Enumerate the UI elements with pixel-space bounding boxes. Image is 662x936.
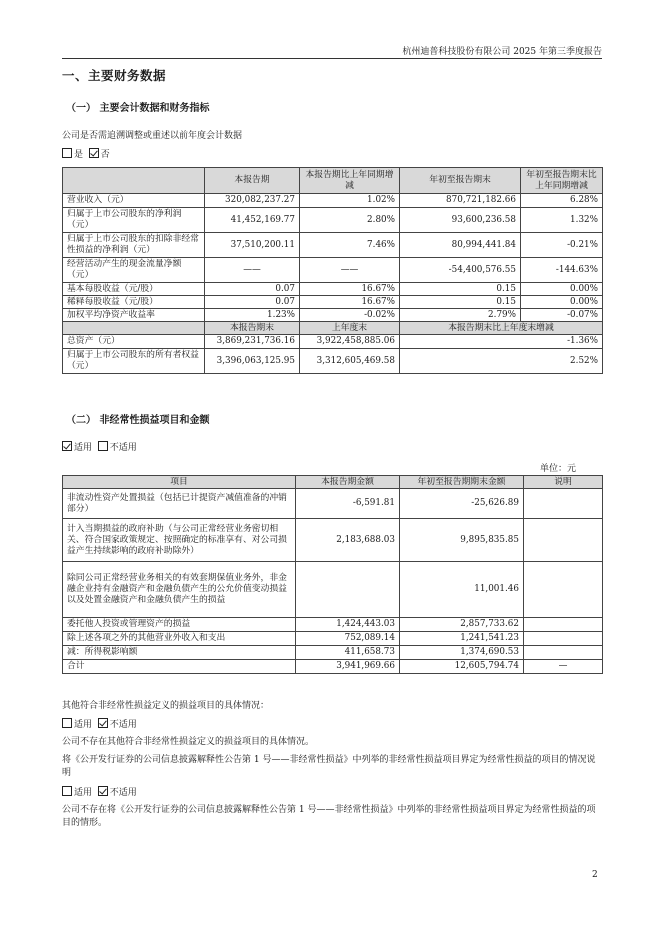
cell-value: 2,857,733.62 xyxy=(400,618,524,632)
table-row xyxy=(63,233,603,258)
row-item: 除上述各项之外的其他营业外收入和支出 xyxy=(63,632,296,646)
row-label: 稀释每股收益（元/股） xyxy=(63,296,205,309)
cell-value: -0.02% xyxy=(300,309,400,322)
cell-value: —— xyxy=(300,258,400,283)
subsection-title-nonrecurring: （二） 非经常性损益项目和金额 xyxy=(66,415,210,426)
cell-value: 1.02% xyxy=(300,194,400,208)
cell-value: 3,396,063,125.95 xyxy=(205,349,300,374)
row-label: 归属于上市公司股东的所有者权益（元） xyxy=(63,349,205,374)
cell-value: 0.07 xyxy=(205,296,300,309)
option-no-label: 否 xyxy=(100,150,110,160)
table-row xyxy=(63,296,603,309)
header-cell: 本报告期末比上年度末增减 xyxy=(400,322,603,335)
checkbox-not-applicable-checked[interactable] xyxy=(98,786,108,796)
cell-value: 6.28% xyxy=(521,194,603,208)
cell-value: 1.23% xyxy=(205,309,300,322)
cell-value: 16.67% xyxy=(300,296,400,309)
cell-value: 80,994,441.84 xyxy=(400,233,521,258)
row-label: 总资产（元） xyxy=(63,335,205,349)
cell-value: 9,895,835.85 xyxy=(400,519,524,562)
cell-value: 320,082,237.27 xyxy=(205,194,300,208)
header-cell xyxy=(63,168,205,194)
option-applicable-label: 适用 xyxy=(74,443,93,453)
header-cell: 上年度末 xyxy=(300,322,400,335)
header-cell: 本报告期金额 xyxy=(296,476,400,489)
header-cell: 年初至报告期末比上年同期增减 xyxy=(521,168,603,194)
row-item: 合计 xyxy=(63,660,296,674)
cell-value: 870,721,182.66 xyxy=(400,194,521,208)
cell-value: 3,869,231,736.16 xyxy=(205,335,300,349)
listed-items-title: 将《公开发行证券的公司信息披露解释性公告第 1 号——非经常性损益》中列举的非经常性损益项目界定为经常性损益的项目的情况说明 xyxy=(62,755,596,778)
table-row xyxy=(63,519,603,562)
checkbox-yes[interactable] xyxy=(62,148,72,158)
table-header-row xyxy=(63,168,603,194)
cell-note xyxy=(524,519,603,562)
table-row xyxy=(63,194,603,208)
cell-value: 0.07 xyxy=(205,283,300,296)
cell-value: 1,241,541.23 xyxy=(400,632,524,646)
cell-value: 2.80% xyxy=(300,208,400,233)
option-yes-label: 是 xyxy=(74,150,84,160)
subsection-title-accounting-data: （一） 主要会计数据和财务指标 xyxy=(66,103,210,114)
row-item: 委托他人投资或管理资产的损益 xyxy=(63,618,296,632)
nonrecurring-items-table xyxy=(62,475,603,674)
retro-adjust-options xyxy=(62,148,110,162)
page-number: 2 xyxy=(592,870,598,880)
row-label: 归属于上市公司股东的净利润（元） xyxy=(63,208,205,233)
header-cell: 本报告期比上年同期增减 xyxy=(300,168,400,194)
cell-value: 93,600,236.58 xyxy=(400,208,521,233)
listed-items-text: 公司不存在将《公开发行证券的公司信息披露解释性公告第 1 号——非经常性损益》中列举的非经常性损益项目界定为经常性损益的项目的情形。 xyxy=(62,805,596,828)
other-items-options xyxy=(62,718,137,732)
cell-value xyxy=(296,562,400,618)
unit-label: 单位：元 xyxy=(540,464,577,474)
cell-value: -54,400,576.55 xyxy=(400,258,521,283)
cell-value: 7.46% xyxy=(300,233,400,258)
other-items-text: 公司不存在其他符合非经常性损益定义的损益项目的具体情况。 xyxy=(62,737,315,747)
cell-value: 411,658.73 xyxy=(296,646,400,660)
table-row xyxy=(63,335,603,349)
cell-value: 0.15 xyxy=(400,283,521,296)
table-row xyxy=(63,646,603,660)
header-cell: 年初至报告期末 xyxy=(400,168,521,194)
row-item: 非流动性资产处置损益（包括已计提资产减值准备的冲销部分） xyxy=(63,489,296,519)
cell-note xyxy=(524,632,603,646)
table-row xyxy=(63,208,603,233)
cell-value: —— xyxy=(205,258,300,283)
cell-value: 11,001.46 xyxy=(400,562,524,618)
row-item: 减：所得税影响额 xyxy=(63,646,296,660)
cell-value: 2.79% xyxy=(400,309,521,322)
cell-note: — xyxy=(524,660,603,674)
table-row xyxy=(63,562,603,618)
checkbox-applicable-checked[interactable] xyxy=(62,441,72,451)
header-cell-empty xyxy=(63,322,205,335)
table-row xyxy=(63,349,603,374)
cell-value: 12,605,794.74 xyxy=(400,660,524,674)
cell-value: 0.00% xyxy=(521,296,603,309)
cell-value: 3,922,458,885.06 xyxy=(300,335,400,349)
cell-value: -6,591.81 xyxy=(296,489,400,519)
checkbox-applicable[interactable] xyxy=(62,718,72,728)
report-header: 杭州迪普科技股份有限公司 2025 年第三季度报告 xyxy=(402,47,602,57)
table-row xyxy=(63,309,603,322)
row-label: 经营活动产生的现金流量净额（元） xyxy=(63,258,205,283)
header-divider xyxy=(62,58,602,59)
table-row xyxy=(63,632,603,646)
cell-value: 3,312,605,469.58 xyxy=(300,349,400,374)
checkbox-not-applicable-checked[interactable] xyxy=(98,718,108,728)
cell-value: -25,626.89 xyxy=(400,489,524,519)
option-not-applicable-label: 不适用 xyxy=(109,443,137,453)
cell-value: -144.63% xyxy=(521,258,603,283)
cell-value: -1.36% xyxy=(400,335,603,349)
cell-value: 16.67% xyxy=(300,283,400,296)
cell-note xyxy=(524,618,603,632)
other-items-title: 其他符合非经常性损益定义的损益项目的具体情况： xyxy=(62,701,270,711)
cell-value: 0.00% xyxy=(521,283,603,296)
table-row xyxy=(63,258,603,283)
table-row xyxy=(63,489,603,519)
cell-value: 1,424,443.03 xyxy=(296,618,400,632)
checkbox-applicable[interactable] xyxy=(62,786,72,796)
row-label: 基本每股收益（元/股） xyxy=(63,283,205,296)
applicable-options xyxy=(62,441,137,455)
key-financial-data-table xyxy=(62,167,603,374)
header-cell: 说明 xyxy=(524,476,603,489)
row-item: 除同公司正常经营业务相关的有效套期保值业务外，非金融企业持有金融资产和金融负债产生的公允价值变动损益以及处置金融资产和金融负债产生的损益 xyxy=(63,562,296,618)
cell-value: 0.15 xyxy=(400,296,521,309)
listed-items-options xyxy=(62,786,137,800)
table-row xyxy=(63,283,603,296)
row-item: 计入当期损益的政府补助（与公司正常经营业务密切相关、符合国家政策规定、按照确定的标准享有、对公司损益产生持续影响的政府补助除外） xyxy=(63,519,296,562)
table-row xyxy=(63,618,603,632)
cell-value: 2,183,688.03 xyxy=(296,519,400,562)
cell-value: 2.52% xyxy=(400,349,603,374)
option-applicable-label: 适用 xyxy=(74,788,93,798)
checkbox-no-checked[interactable] xyxy=(89,148,99,158)
cell-note xyxy=(524,646,603,660)
row-label: 营业收入（元） xyxy=(63,194,205,208)
cell-value: 41,452,169.77 xyxy=(205,208,300,233)
header-cell: 项目 xyxy=(63,476,296,489)
option-not-applicable-label: 不适用 xyxy=(109,788,137,798)
header-cell: 本报告期末 xyxy=(205,322,300,335)
cell-value: 1,374,690.53 xyxy=(400,646,524,660)
checkbox-not-applicable[interactable] xyxy=(98,441,108,451)
retro-adjust-question: 公司是否需追溯调整或重述以前年度会计数据 xyxy=(62,131,243,141)
cell-note xyxy=(524,489,603,519)
cell-value: -0.21% xyxy=(521,233,603,258)
table-subheader-row xyxy=(63,322,603,335)
header-cell: 年初至报告期期末金额 xyxy=(400,476,524,489)
cell-note xyxy=(524,562,603,618)
cell-value: -0.07% xyxy=(521,309,603,322)
cell-value: 37,510,200.11 xyxy=(205,233,300,258)
cell-value: 752,089.14 xyxy=(296,632,400,646)
table-total-row xyxy=(63,660,603,674)
table-header-row xyxy=(63,476,603,489)
header-cell: 本报告期 xyxy=(205,168,300,194)
row-label: 归属于上市公司股东的扣除非经常性损益的净利润（元） xyxy=(63,233,205,258)
section-title-financial-data: 一、主要财务数据 xyxy=(62,68,167,83)
row-label: 加权平均净资产收益率 xyxy=(63,309,205,322)
option-applicable-label: 适用 xyxy=(74,720,93,730)
option-not-applicable-label: 不适用 xyxy=(109,720,137,730)
cell-value: 3,941,969.66 xyxy=(296,660,400,674)
cell-value: 1.32% xyxy=(521,208,603,233)
